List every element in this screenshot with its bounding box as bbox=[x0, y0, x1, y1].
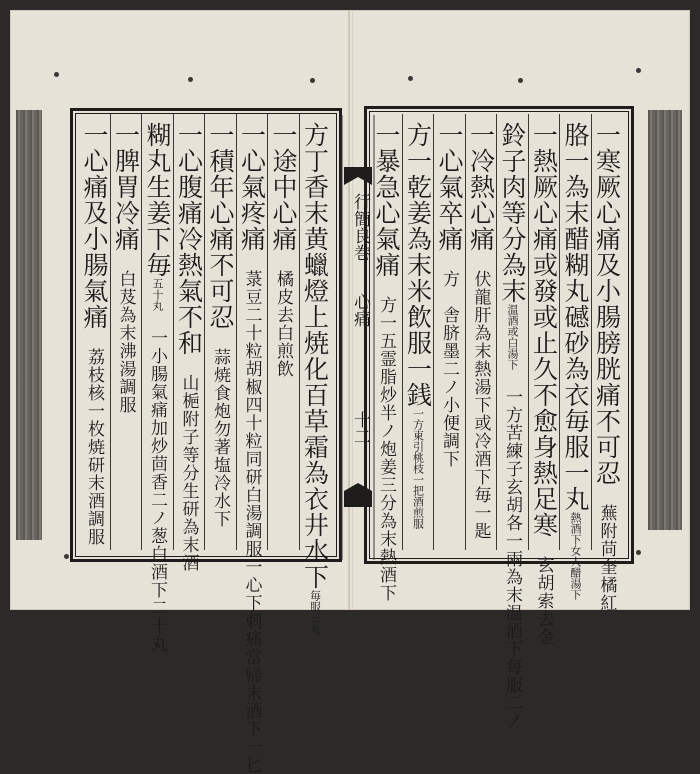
text-column bbox=[82, 122, 107, 546]
remedy-text: 荔枝核一枚焼研末酒調服 bbox=[84, 330, 104, 546]
center-title: 行簡良巻 bbox=[350, 193, 370, 261]
text-column bbox=[498, 122, 527, 730]
main-text: 一途中心痛 bbox=[269, 122, 298, 252]
main-text: 一冷熱心痛 bbox=[466, 122, 496, 252]
binding-hole bbox=[636, 68, 641, 73]
main-text: 一寒厥心痛及小腸膀胱痛不可忍 bbox=[592, 122, 622, 486]
column-rule bbox=[299, 114, 300, 550]
remedy-text: 方一五霊脂炒半ノ炮姜三分為末熱酒下 bbox=[376, 278, 396, 602]
column-rule bbox=[204, 114, 205, 550]
column-rule bbox=[433, 114, 434, 550]
column-rule bbox=[559, 114, 560, 550]
text-column bbox=[437, 122, 462, 546]
text-column bbox=[271, 122, 296, 546]
text-column bbox=[372, 122, 401, 602]
ink-bleed-right bbox=[648, 110, 682, 530]
column-rule bbox=[110, 114, 111, 550]
remedy-text: 伏龍肝為末熱湯下或冷酒下毎一匙 bbox=[470, 252, 491, 540]
column-rule bbox=[465, 114, 466, 550]
annotation-note: 五十丸 bbox=[151, 278, 164, 311]
text-column bbox=[174, 122, 204, 572]
binding-hole bbox=[518, 78, 523, 83]
text-column bbox=[111, 122, 141, 546]
binding-hole bbox=[636, 550, 641, 555]
column-rule bbox=[496, 114, 497, 550]
book-page-spread bbox=[10, 10, 690, 774]
binding-hole bbox=[64, 554, 69, 559]
main-text: 方一乾姜為末米飲服一銭 bbox=[403, 122, 433, 408]
text-column bbox=[208, 122, 233, 546]
main-text: 一熱厥心痛或發或止久不愈身熱足寒 bbox=[529, 122, 559, 538]
column-rule bbox=[267, 114, 268, 550]
binding-hole bbox=[188, 77, 193, 82]
binding-hole bbox=[408, 76, 413, 81]
remedy-text: 蒜焼食炮勿著塩冷水下 bbox=[210, 330, 230, 528]
main-text: 一心腹痛冷熱氣不和 bbox=[174, 122, 204, 356]
center-section: 心痛 bbox=[350, 293, 370, 327]
remedy-text: 山梔附子等分生研為末酒 bbox=[178, 356, 199, 572]
main-text: 方丁香末黄蠟燈上焼化百草霜為衣井水下 bbox=[300, 122, 330, 590]
remedy-text: 白芨為末沸湯調服 bbox=[115, 252, 136, 414]
main-text: 一心氣疼痛 bbox=[237, 122, 267, 252]
text-column bbox=[529, 122, 559, 646]
remedy-text: 橘皮去白煎飲 bbox=[273, 252, 293, 378]
annotation-note: 温酒或白湯下 bbox=[506, 304, 519, 370]
remedy-text: 一方苦練子玄胡各一兩為末温酒下每服二ノ bbox=[502, 370, 522, 730]
remedy-text: 蕪附苘奎橘紅 bbox=[596, 486, 617, 612]
ink-bleed-left bbox=[16, 110, 42, 540]
center-page-number: 十二 bbox=[350, 411, 370, 445]
annotation-note: 毎服三丸 bbox=[308, 590, 322, 634]
text-column bbox=[300, 122, 330, 634]
main-text: 鈴子肉等分為末 bbox=[498, 122, 527, 304]
remedy-text: 菉豆二十粒胡椒四十粒同研白湯調服一心下刺痛當帰末酒下一匕 bbox=[241, 252, 262, 774]
text-column bbox=[237, 122, 267, 774]
main-text: 胳一為末醋糊丸䃭砂為衣毎服一丸 bbox=[561, 122, 590, 512]
main-text: 一心氣卒痛 bbox=[435, 122, 464, 252]
text-column bbox=[143, 122, 172, 653]
column-rule bbox=[173, 114, 174, 550]
text-column bbox=[403, 122, 433, 546]
text-column bbox=[466, 122, 496, 546]
column-rule bbox=[141, 114, 142, 550]
remedy-text: 玄胡索去金 bbox=[533, 538, 554, 646]
remedy-text: 一小腸氣痛加炒茴香二ノ葱白酒下二十丸 bbox=[147, 311, 167, 653]
main-text: 一積年心痛不可忍 bbox=[206, 122, 235, 330]
column-rule bbox=[591, 114, 592, 550]
binding-hole bbox=[310, 78, 315, 83]
main-text: 一暴急心氣痛 bbox=[372, 122, 401, 278]
binding-hole bbox=[54, 72, 59, 77]
text-column bbox=[592, 122, 622, 612]
annotation-note: 熱酒下女人醋湯下 bbox=[569, 512, 582, 600]
main-text: 一心痛及小腸氣痛 bbox=[80, 122, 109, 330]
text-column bbox=[561, 122, 590, 600]
remedy-text: 方 舎脐墨二ノ小便調下 bbox=[439, 252, 459, 468]
column-rule bbox=[402, 114, 403, 550]
column-rule bbox=[528, 114, 529, 550]
main-text: 糊丸生姜下毎 bbox=[143, 122, 172, 278]
column-rule bbox=[236, 114, 237, 550]
main-text: 一脾胃冷痛 bbox=[111, 122, 141, 252]
annotation-note: 一方東引桃枝一把酒煎服 bbox=[411, 408, 425, 529]
